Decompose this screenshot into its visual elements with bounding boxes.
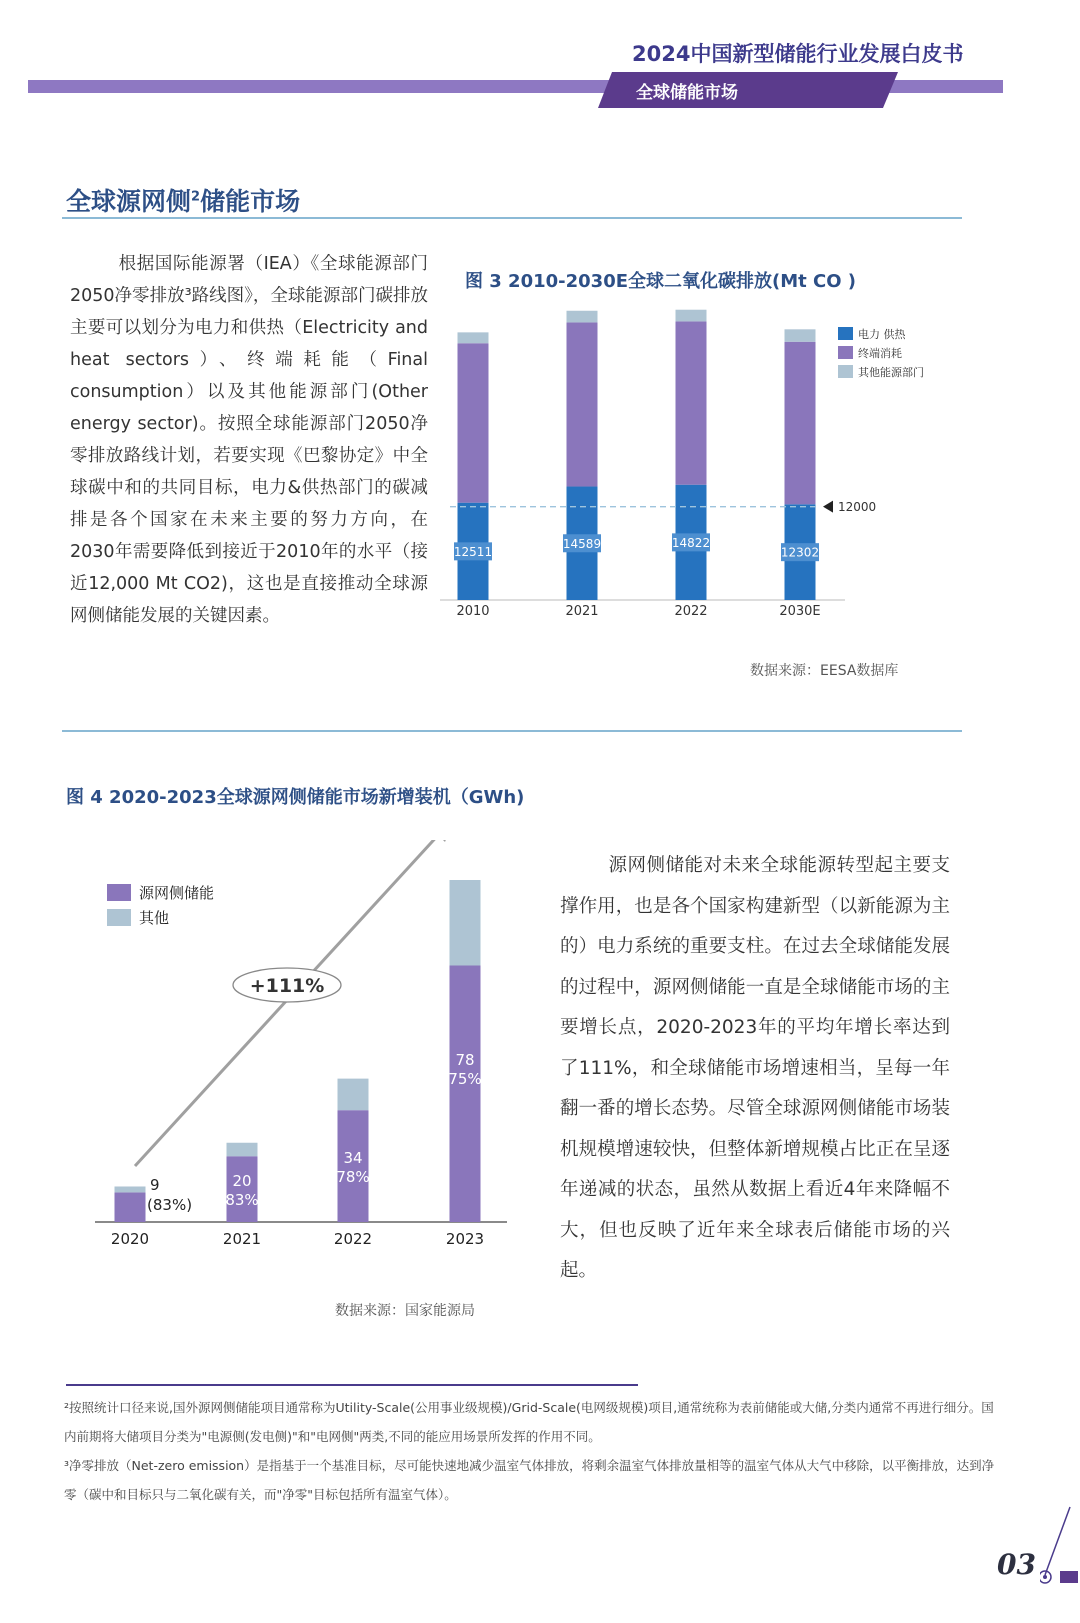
bar-2010-2 xyxy=(458,332,489,343)
bar-2030E-1 xyxy=(785,342,816,505)
figure-divider xyxy=(62,730,962,732)
bar-2020-0 xyxy=(115,1192,146,1222)
data-label-share-2023: 75% xyxy=(448,1070,482,1089)
section-title xyxy=(66,182,300,218)
bar-2022-1 xyxy=(676,321,707,484)
footnote-3: ³净零排放（Net-zero emission）是指基于一个基准目标，尽可能快速地减少温室气体排放，将剩余温室气体排放量相等的温室气体从大气中移除，以平衡排放，达到净零（碳中和目标只与二氧化碳有关，而"净零"目标包括所有温室气体）。 xyxy=(64,1458,995,1502)
chapter-tab-label: 全球储能市场 xyxy=(636,83,738,103)
x-tick-2022: 2022 xyxy=(674,604,708,619)
legend-label-1: 其他 xyxy=(139,909,170,927)
legend-swatch-1 xyxy=(838,346,853,359)
section-title-tail: 储能市场 xyxy=(200,187,301,216)
legend-swatch-0 xyxy=(838,327,853,340)
x-tick-2010: 2010 xyxy=(456,604,490,619)
data-label-2022: 14822 xyxy=(671,535,711,550)
x-tick-2030E: 2030E xyxy=(779,604,821,619)
data-label-share-2020: (83%) xyxy=(147,1196,193,1214)
figure4-title: 图 4 2020-2023全球源网侧储能市场新增装机（GWh) xyxy=(66,787,525,808)
bar-2023-1 xyxy=(450,880,481,966)
bar-2030E-2 xyxy=(785,329,816,341)
data-label-value-2020: 9 xyxy=(150,1176,160,1194)
bar-2022-1 xyxy=(338,1079,369,1111)
analysis-paragraph-text: 源网侧储能对未来全球能源转型起主要支撑作用，也是各个国家构建新型（以新能源为主的）电力系统的重要支柱。在过去全球储能发展的过程中，源网侧储能一直是全球储能市场的主要增长点，2020-2023年的平均年增长率达到了111%，和全球储能市场增速相当，呈每一年翻一番的增长态势。尽管全球源网侧储能市场装机规模增速较快，但整体新增规模占比正在呈逐年递减的状态，虽然从数据上看近4年来降幅不大，但也反映了近年来全球表后储能市场的兴起。 xyxy=(560,855,950,1281)
section-divider xyxy=(62,217,962,219)
intro-paragraph-text: 根据国际能源署（IEA）《全球能源部门2050净零排放³路线图》，全球能源部门碳排放主要可以划分为电力和供热（Electricity and heat sectors）、终端耗能（Final consumption）以及其他能源部门(Other energy sector)。按照全球能源部门2050净零排放路线计划，若要实现《巴黎协定》中全球碳中和的共同目标，电力&供热部门的碳减排是各个国家在未来主要的努力方向，在2030年需要降低到接近于2010年的水平（接近12,000 Mt CO2)，这也是直接推动全球源网侧储能发展的关键因素。 xyxy=(70,254,428,626)
analysis-paragraph xyxy=(560,846,950,1292)
page-ornament xyxy=(1040,1505,1080,1590)
grid-storage-install-chart xyxy=(95,840,515,1290)
reference-label: 12000 xyxy=(838,500,877,515)
x-tick-2021: 2021 xyxy=(565,604,599,619)
footnote-2: ²按照统计口径来说,国外源网侧储能项目通常称为Utility-Scale(公用事业级规模)/Grid-Scale(电网级规模)项目,通常统称为表前储能或大储,分类内通常不再进行细分。国内前期将大储项目分类为"电源侧(发电侧)"和"电网侧"两类,不同的能应用场景所发挥的作用不同。 xyxy=(64,1400,994,1444)
co2-emissions-chart xyxy=(440,300,980,650)
data-label-share-2022: 78% xyxy=(336,1168,370,1187)
data-label-2010: 12511 xyxy=(453,544,493,559)
bar-2022-2 xyxy=(676,310,707,322)
data-label-value-2023: 78 xyxy=(455,1051,475,1070)
figure3-title: 图 3 2010-2030E全球二氧化碳排放(Mt CO ) xyxy=(465,271,857,292)
bar-2020-1 xyxy=(115,1186,146,1192)
x-tick-2020: 2020 xyxy=(110,1230,150,1248)
section-title-sup: 2 xyxy=(191,189,201,205)
data-label-2021: 14589 xyxy=(562,536,602,551)
legend-label-0: 电力 供热 xyxy=(858,328,906,341)
legend-label-1: 终端消耗 xyxy=(858,347,902,360)
figure3-source: 数据来源：EESA数据库 xyxy=(750,663,899,679)
x-tick-2022: 2022 xyxy=(333,1230,373,1248)
bar-2021-1 xyxy=(567,322,598,486)
growth-arrow-head xyxy=(435,840,453,842)
footnote-rule xyxy=(66,1384,638,1386)
reference-arrow xyxy=(823,501,833,513)
section-title-main: 全球源网侧 xyxy=(66,187,192,216)
legend-label-0: 源网侧储能 xyxy=(139,884,215,902)
bar-2023-0 xyxy=(450,966,481,1223)
bar-2021-1 xyxy=(227,1143,258,1156)
legend-swatch-2 xyxy=(838,365,853,378)
document-title: 2024中国新型储能行业发展白皮书 xyxy=(632,42,964,66)
intro-paragraph xyxy=(70,248,428,632)
x-tick-2023: 2023 xyxy=(445,1230,485,1248)
legend-swatch-1 xyxy=(107,909,131,926)
bar-2010-1 xyxy=(458,343,489,502)
page-number: 03 xyxy=(997,1548,1036,1581)
bar-2021-2 xyxy=(567,311,598,323)
data-label-value-2022: 34 xyxy=(343,1149,363,1168)
legend-label-2: 其他能源部门 xyxy=(858,366,924,379)
figure4-source: 数据来源：国家能源局 xyxy=(335,1303,475,1319)
growth-label: +111% xyxy=(249,975,325,997)
data-label-share-2021: 83% xyxy=(225,1191,259,1210)
legend-swatch-0 xyxy=(107,884,131,901)
x-tick-2021: 2021 xyxy=(222,1230,262,1248)
data-label-2030E: 12302 xyxy=(780,545,820,560)
data-label-value-2021: 20 xyxy=(232,1172,252,1191)
